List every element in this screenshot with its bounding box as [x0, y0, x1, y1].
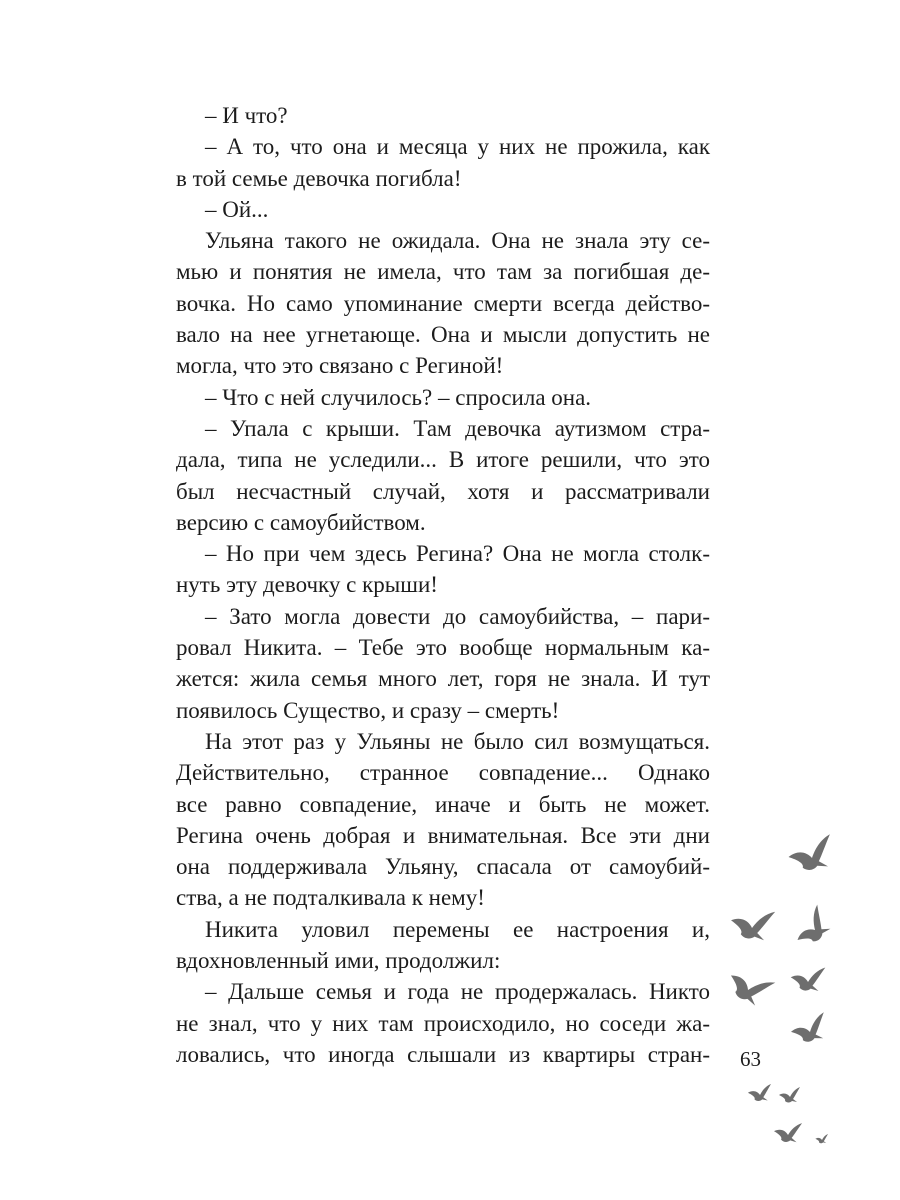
bird-icon: [728, 904, 775, 942]
text-line: Ульяна такого не ожидала. Она не знала эту се-: [205, 228, 710, 254]
bird-icon: [790, 965, 826, 993]
text-line: версию с самоубийством.: [176, 509, 426, 535]
bird-icon: [773, 1121, 802, 1143]
bird-icon: [723, 962, 775, 1010]
text-line: Никита уловил перемены ее настроения и,: [205, 916, 710, 942]
text-line: был несчастный случай, хотя и рассматривали: [176, 478, 710, 504]
text-line: ровал Никита. – Тебе это вообще нормальным ка-: [176, 635, 710, 661]
text-line: – А то, что она и месяца у них не прожила, как: [205, 134, 710, 160]
text-line: Регина очень добрая и внимательная. Все эти дни: [176, 822, 710, 848]
text-line: Действительно, странное совпадение... Однако: [176, 760, 710, 786]
bird-icon: [788, 905, 835, 951]
text-line: вочка. Но само упоминание смерти всегда действо-: [176, 290, 710, 316]
text-line: – Дальше семья и года не продержалась. Никто: [205, 979, 710, 1005]
bird-icon: [789, 1012, 829, 1044]
text-line: На этот раз у Ульяны не было сил возмущаться.: [205, 728, 710, 754]
text-line: не знал, что у них там происходило, но соседи жа-: [176, 1010, 710, 1036]
text-line: вдохновленный ими, продолжил:: [176, 948, 501, 974]
text-line: мью и понятия не имела, что там за погибшая де-: [176, 259, 710, 285]
text-line: – И что?: [205, 103, 288, 128]
text-line: – Упала с крыши. Там девочка аутизмом стра-: [205, 415, 710, 441]
text-line: – Зато могла довести до самоубийства, – пари-: [205, 603, 710, 629]
text-line: ства, а не подталкивала к нему!: [176, 885, 485, 911]
text-line: появилось Существо, и сразу – смерть!: [176, 697, 560, 723]
bird-icon: [779, 1087, 800, 1103]
page-number: 63: [740, 1047, 761, 1071]
text-line: – Что с ней случилось? – спросила она.: [205, 384, 592, 410]
text-line: – Но при чем здесь Регина? Она не могла столк-: [205, 541, 710, 567]
text-line: жется: жила семья много лет, горя не знала. И тут: [176, 666, 710, 692]
page-body-text: [176, 100, 710, 1070]
text-line: могла, что это связано с Региной!: [176, 353, 504, 379]
bird-icon: [748, 1084, 771, 1101]
text-line: в той семье девочка погибла!: [176, 165, 462, 191]
text-line: нуть эту девочку с крыши!: [176, 572, 438, 598]
text-line: она поддерживала Ульяну, спасала от самоубий-: [176, 854, 710, 880]
bird-icon: [815, 1134, 828, 1143]
bird-icon: [786, 834, 834, 872]
text-line: все равно совпадение, иначе и быть не может.: [176, 791, 710, 817]
text-line: вало на нее угнетающе. Она и мысли допустить не: [176, 322, 710, 348]
text-line: – Ой...: [205, 196, 269, 222]
text-line: ловались, что иногда слышали из квартиры стран-: [176, 1041, 710, 1067]
text-line: дала, типа не уследили... В итоге решили, что это: [176, 447, 710, 473]
